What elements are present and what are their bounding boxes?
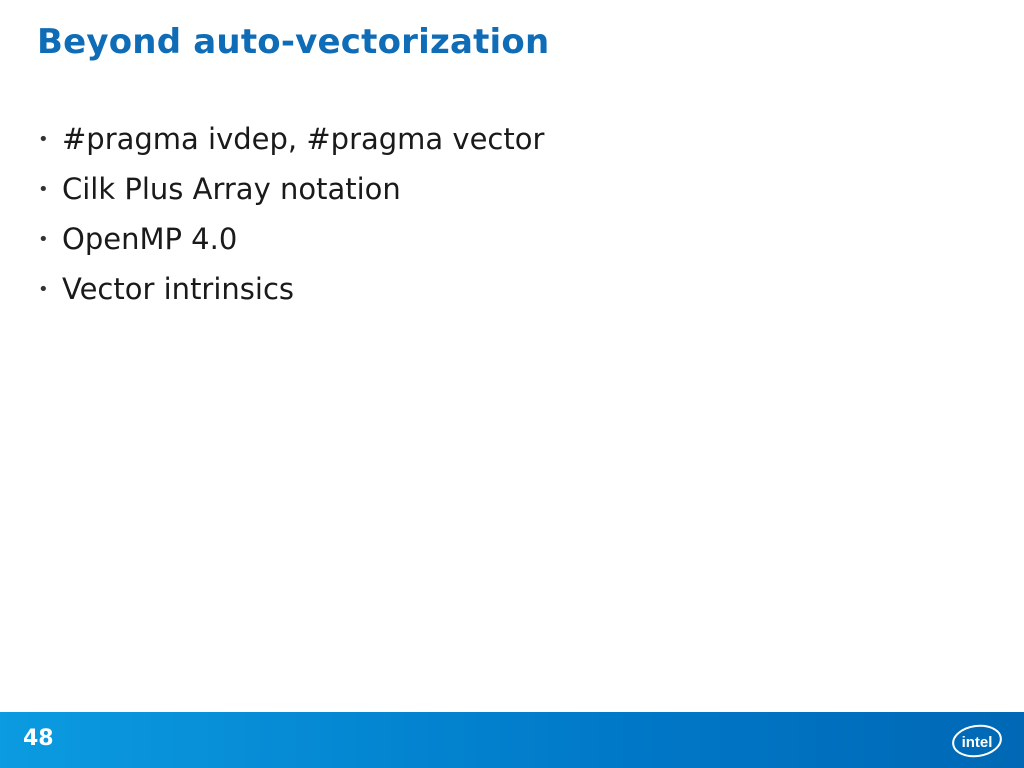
bullet-text: OpenMP 4.0 (62, 222, 238, 256)
bullet-icon: • (38, 228, 49, 250)
intel-logo-text: intel (961, 734, 993, 751)
bullet-item (38, 214, 544, 264)
bullet-text: Vector intrinsics (62, 272, 295, 306)
bullet-icon: • (38, 178, 49, 200)
bullet-list (38, 114, 544, 314)
intel-logo-icon (950, 720, 1004, 760)
page-number: 48 (23, 726, 54, 751)
bullet-icon: • (38, 128, 49, 150)
bullet-icon: • (38, 278, 49, 300)
bullet-item (38, 164, 544, 214)
bullet-text: Cilk Plus Array notation (62, 172, 401, 206)
bullet-item (38, 264, 544, 314)
bullet-text: #pragma ivdep, #pragma vector (62, 122, 545, 156)
bullet-item (38, 114, 544, 164)
slide-title: Beyond auto-vectorization (37, 22, 550, 62)
footer-bar (0, 712, 1024, 768)
